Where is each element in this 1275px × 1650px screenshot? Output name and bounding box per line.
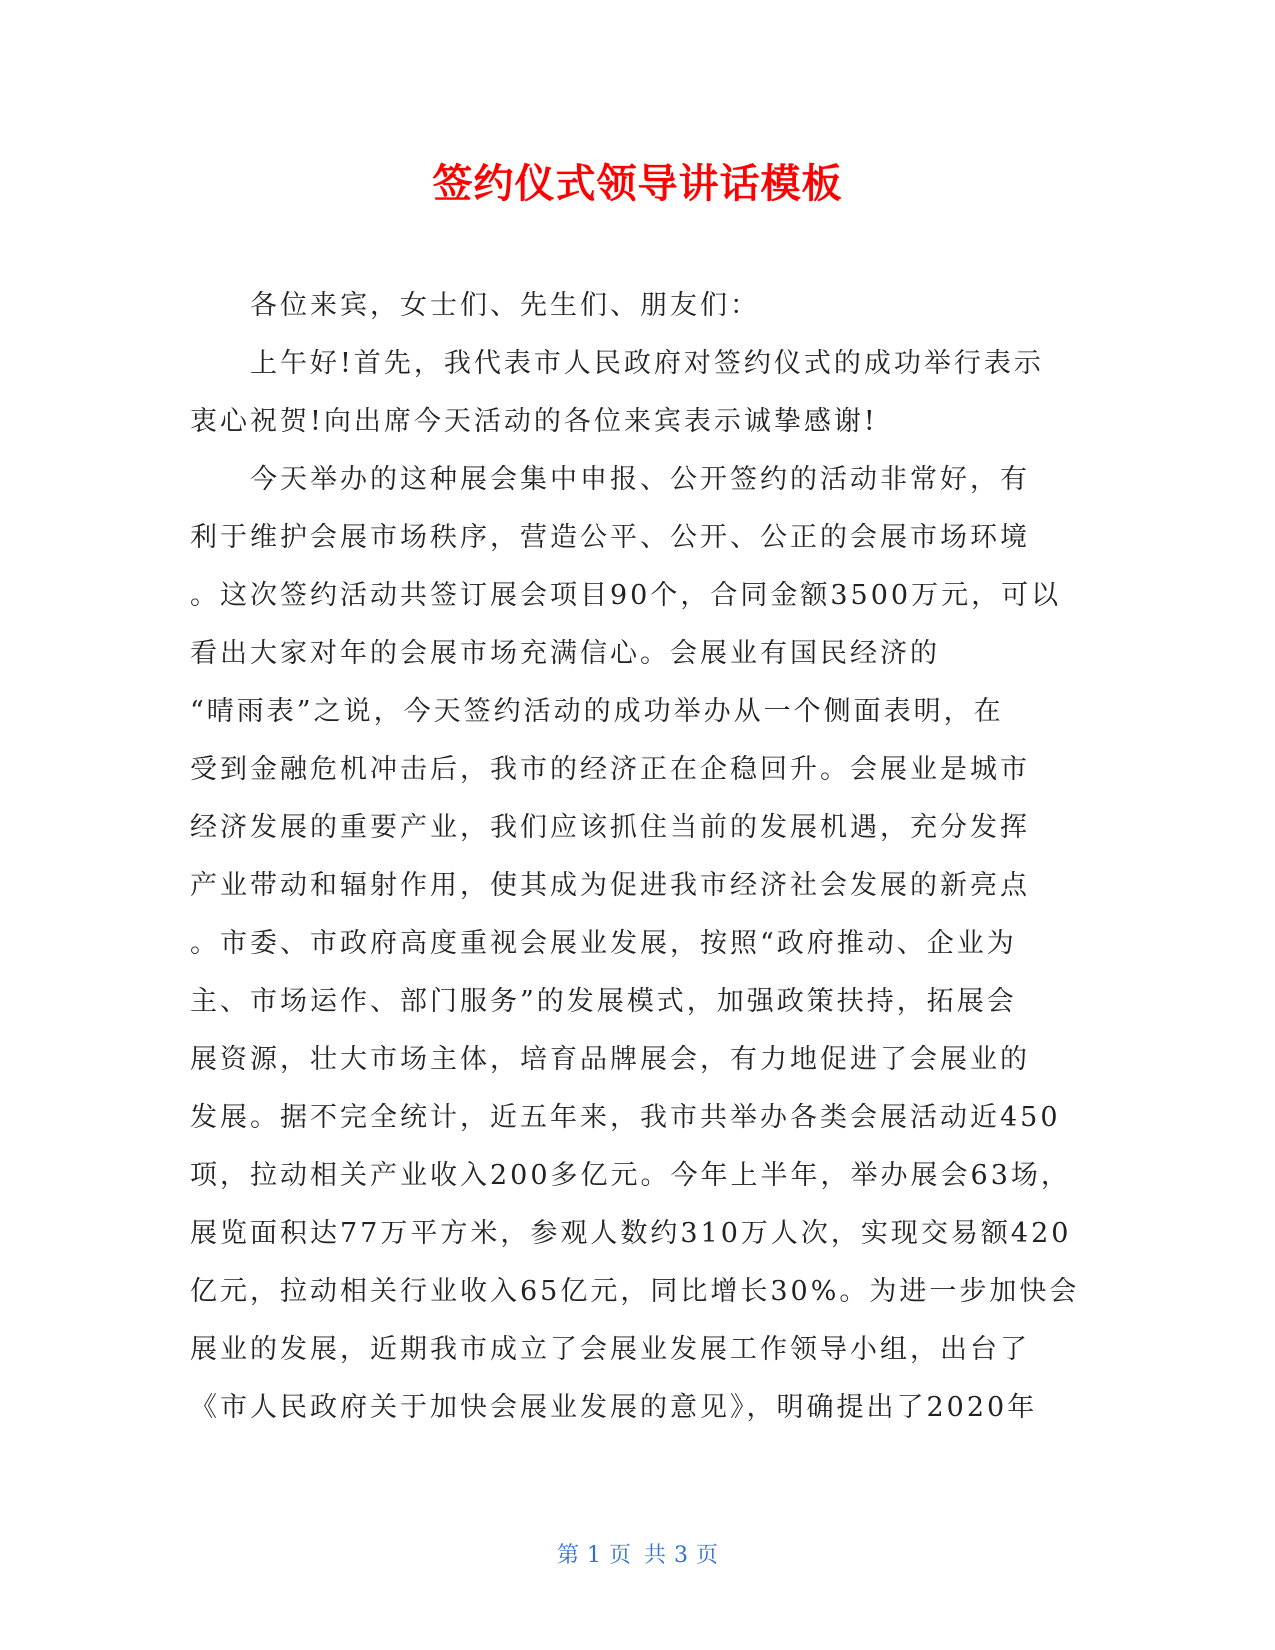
body-line: 受到金融危机冲击后，我市的经济正在企稳回升。会展业是城市 <box>190 754 1030 785</box>
current-page-number: 1 <box>587 1543 601 1568</box>
body-line: 展览面积达77万平方米，参观人数约310万人次，实现交易额420 <box>190 1218 1072 1249</box>
body-line: 衷心祝贺!向出席今天活动的各位来宾表示诚挚感谢! <box>190 406 878 437</box>
body-line: 利于维护会展市场秩序，营造公平、公开、公正的会展市场环境 <box>190 522 1030 553</box>
body-line: 经济发展的重要产业，我们应该抓住当前的发展机遇，充分发挥 <box>190 812 1030 843</box>
body-line: 展业的发展，近期我市成立了会展业发展工作领导小组，出台了 <box>190 1334 1030 1365</box>
total-pages-number: 3 <box>674 1543 688 1568</box>
body-line: 。这次签约活动共签订展会项目90个，合同金额3500万元，可以 <box>190 580 1062 611</box>
page-number-footer <box>0 1541 1275 1571</box>
body-line: “晴雨表”之说，今天签约活动的成功举办从一个侧面表明，在 <box>190 696 1004 727</box>
body-line: 发展。据不完全统计，近五年来，我市共举办各类会展活动近450 <box>190 1102 1061 1133</box>
page-label-prefix: 第 <box>556 1543 579 1568</box>
body-line: 产业带动和辐射作用，使其成为促进我市经济社会发展的新亮点 <box>190 870 1030 901</box>
salutation-line: 各位来宾，女士们、先生们、朋友们： <box>250 290 760 321</box>
body-line: 。市委、市政府高度重视会展业发展，按照“政府推动、企业为 <box>190 928 1017 959</box>
body-line: 今天举办的这种展会集中申报、公开签约的活动非常好，有 <box>250 464 1030 495</box>
document-title: 签约仪式领导讲话模板 <box>432 161 843 207</box>
body-line: 主、市场运作、部门服务”的发展模式，加强政策扶持，拓展会 <box>190 986 1017 1017</box>
body-line: 展资源，壮大市场主体，培育品牌展会，有力地促进了会展业的 <box>190 1044 1030 1075</box>
body-line: 亿元，拉动相关行业收入65亿元，同比增长30%。为进一步加快会 <box>190 1276 1080 1307</box>
body-line: 《市人民政府关于加快会展业发展的意见》，明确提出了2020年 <box>190 1392 1038 1423</box>
page-label-suffix: 页 <box>696 1543 719 1568</box>
body-line: 项，拉动相关产业收入200多亿元。今年上半年，举办展会63场， <box>190 1160 1071 1191</box>
page-label-middle: 页 共 <box>609 1543 666 1568</box>
body-line: 上午好!首先，我代表市人民政府对签约仪式的成功举行表示 <box>250 348 1044 379</box>
body-line: 看出大家对年的会展市场充满信心。会展业有国民经济的 <box>190 638 940 669</box>
